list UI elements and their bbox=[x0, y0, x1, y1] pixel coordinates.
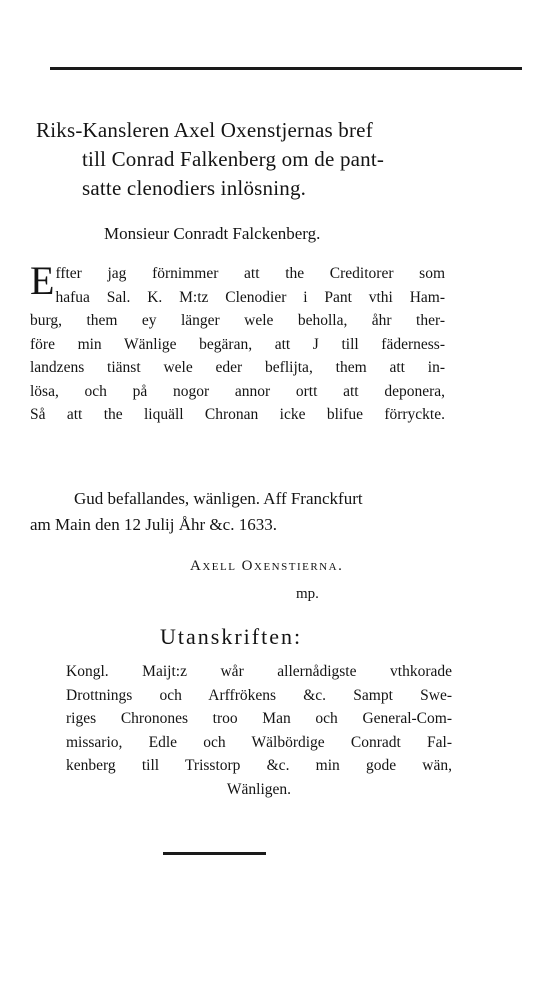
address-line: missario, Edle och Wälbördige Conradt Fal- bbox=[66, 733, 452, 751]
body-line: burg, them ey länger wele beholla, åhr ther- bbox=[30, 312, 445, 329]
top-rule bbox=[50, 67, 522, 70]
title-line: satte clenodiers inlösning. bbox=[82, 176, 307, 200]
signature-text: Axell Oxenstierna. bbox=[190, 558, 344, 574]
address-line: Kongl. Maijt:z wår allernådigste vthkorade bbox=[66, 663, 452, 680]
address-line: kenberg till Trisstorp &c. min gode wän, bbox=[66, 757, 452, 774]
address-line: riges Chronones troo Man och General-Com- bbox=[66, 710, 452, 727]
body-line: Så att the liquäll Chronan icke blifue förryckte. bbox=[30, 406, 445, 423]
drop-cap: E bbox=[30, 258, 55, 303]
body-line: landzens tiänst wele eder beflijta, them att in- bbox=[30, 359, 445, 376]
address-block bbox=[66, 660, 452, 801]
signature bbox=[190, 558, 343, 575]
address-line: Drottnings och Arffrökens &c. Sampt Swe- bbox=[66, 686, 452, 704]
subheading: Utanskriften: bbox=[160, 624, 303, 649]
manu-propria: mp. bbox=[296, 586, 319, 602]
letter-body bbox=[30, 258, 445, 427]
body-line: före min Wänlige begäran, att J till fäderness- bbox=[30, 335, 445, 353]
salutation: Monsieur Conradt Falckenberg. bbox=[104, 224, 321, 243]
body-line: lösa, och på nogor annor ortt att deponera, bbox=[30, 382, 445, 400]
closing-line: am Main den 12 Julij Åhr &c. 1633. bbox=[30, 515, 277, 534]
bottom-rule bbox=[163, 852, 266, 855]
closing-line: Gud befallandes, wänligen. Aff Franckfurt bbox=[74, 489, 363, 508]
title-line: till Conrad Falkenberg om de pant- bbox=[82, 147, 385, 171]
body-line: ffter jag förnimmer att the Creditorer som bbox=[55, 265, 445, 282]
title-line: Riks-Kansleren Axel Oxenstjernas bref bbox=[36, 118, 373, 142]
address-line: Wänligen. bbox=[226, 780, 292, 798]
closing bbox=[30, 486, 450, 538]
body-line: hafua Sal. K. M:tz Clenodier i Pant vthi Ham- bbox=[55, 288, 445, 306]
letter-title bbox=[36, 116, 476, 203]
